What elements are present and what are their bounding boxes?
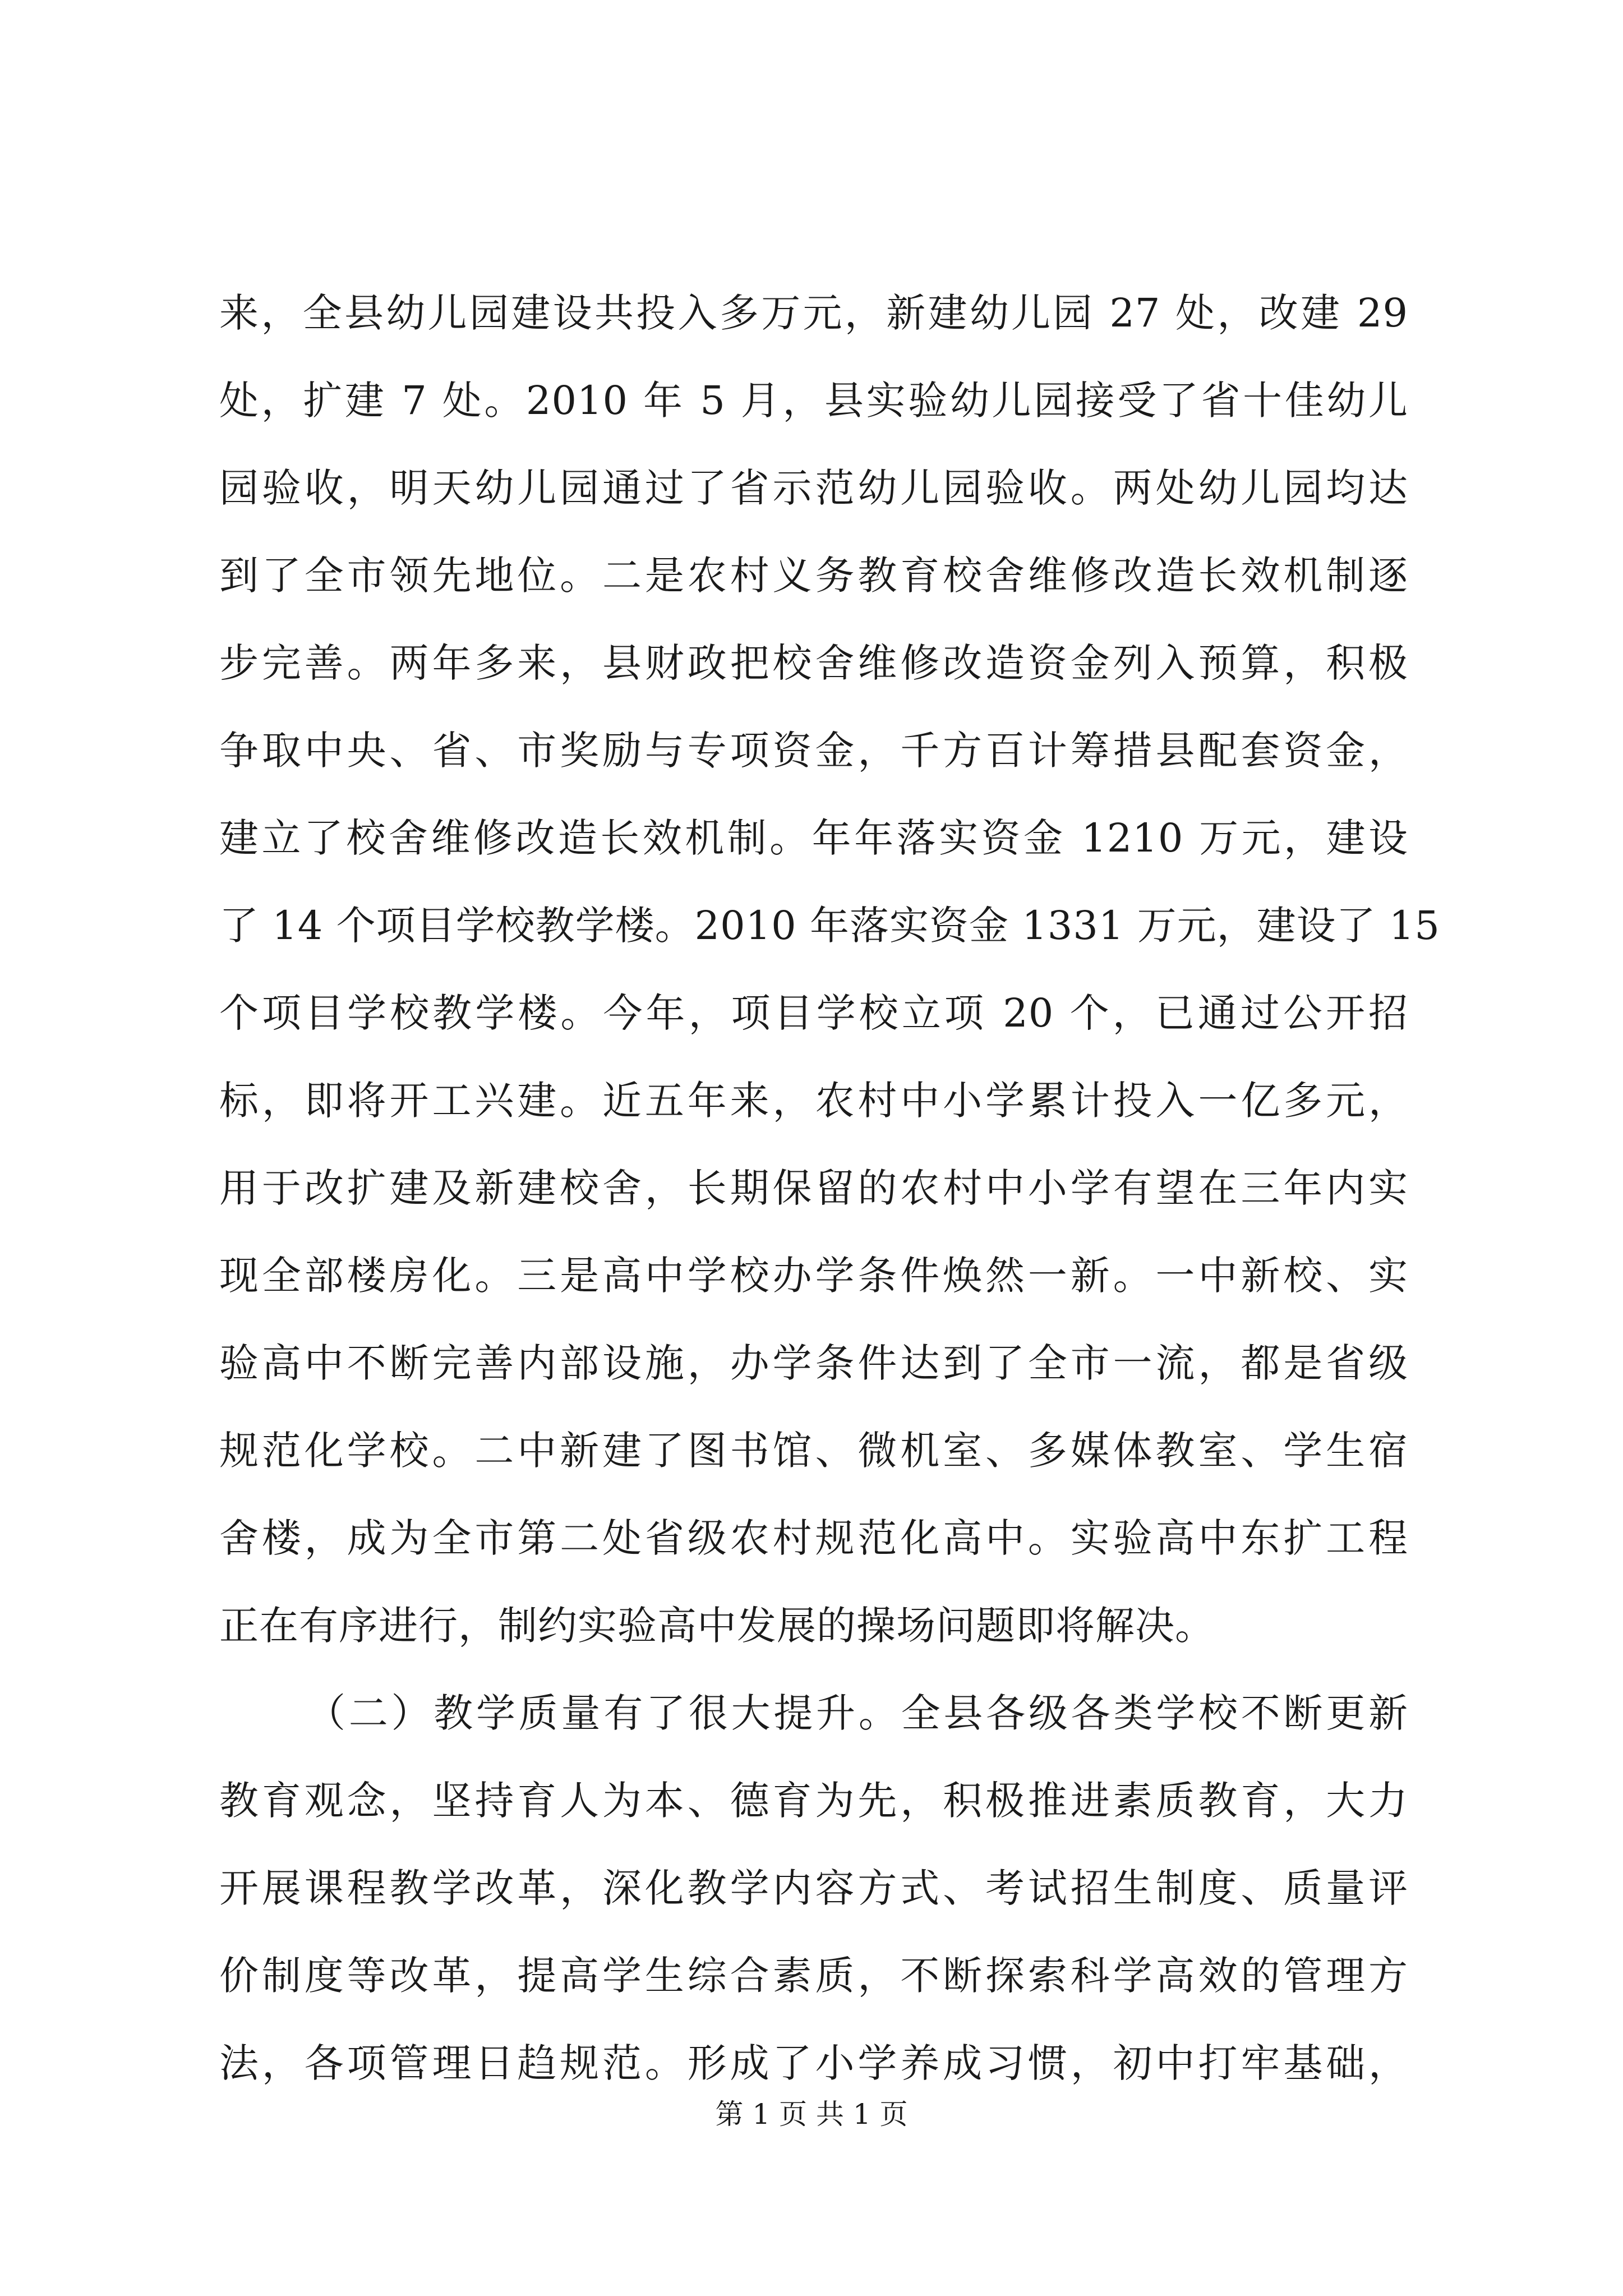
text-line-19: 开展课程教学改革，深化教学内容方式、考试招生制度、质量评 <box>219 1865 1408 1911</box>
text-line-10: 标，即将开工兴建。近五年来，农村中小学累计投入一亿多元， <box>219 1078 1408 1124</box>
text-line-18: 教育观念，坚持育人为本、德育为先，积极推进素质教育，大力 <box>219 1778 1408 1824</box>
document-body <box>219 269 1440 2107</box>
text-line-5: 步完善。两年多来，县财政把校舍维修改造资金列入预算，积极 <box>219 640 1408 686</box>
text-line-3: 园验收，明天幼儿园通过了省示范幼儿园验收。两处幼儿园均达 <box>219 465 1408 511</box>
text-line-17: （二）教学质量有了很大提升。全县各级各类学校不断更新 <box>306 1690 1408 1736</box>
text-line-16: 正在有序进行，制约实验高中发展的操场问题即将解决。 <box>219 1603 1215 1649</box>
text-line-9: 个项目学校教学楼。今年，项目学校立项 20 个，已通过公开招 <box>219 990 1408 1036</box>
text-line-4: 到了全市领先地位。二是农村义务教育校舍维修改造长效机制逐 <box>219 553 1408 599</box>
text-line-1: 来，全县幼儿园建设共投入多万元，新建幼儿园 27 处，改建 29 <box>219 290 1408 336</box>
text-line-14: 规范化学校。二中新建了图书馆、微机室、多媒体教室、学生宿 <box>219 1428 1408 1474</box>
text-line-6: 争取中央、省、市奖励与专项资金，千方百计筹措县配套资金， <box>219 728 1408 774</box>
text-line-20: 价制度等改革，提高学生综合素质，不断探索科学高效的管理方 <box>219 1953 1408 1999</box>
text-line-8: 了 14 个项目学校教学楼。2010 年落实资金 1331 万元，建设了 15 <box>219 903 1440 949</box>
text-line-15: 舍楼，成为全市第二处省级农村规范化高中。实验高中东扩工程 <box>219 1515 1408 1561</box>
page-footer: 第 1 页 共 1 页 <box>715 2098 908 2131</box>
text-line-7: 建立了校舍维修改造长效机制。年年落实资金 1210 万元，建设 <box>219 815 1408 861</box>
text-line-12: 现全部楼房化。三是高中学校办学条件焕然一新。一中新校、实 <box>219 1253 1408 1299</box>
text-line-11: 用于改扩建及新建校舍，长期保留的农村中小学有望在三年内实 <box>219 1165 1408 1211</box>
text-line-13: 验高中不断完善内部设施，办学条件达到了全市一流，都是省级 <box>219 1340 1408 1386</box>
text-line-21: 法，各项管理日趋规范。形成了小学养成习惯，初中打牢基础， <box>219 2040 1408 2086</box>
text-line-2: 处，扩建 7 处。2010 年 5 月，县实验幼儿园接受了省十佳幼儿 <box>219 378 1408 424</box>
